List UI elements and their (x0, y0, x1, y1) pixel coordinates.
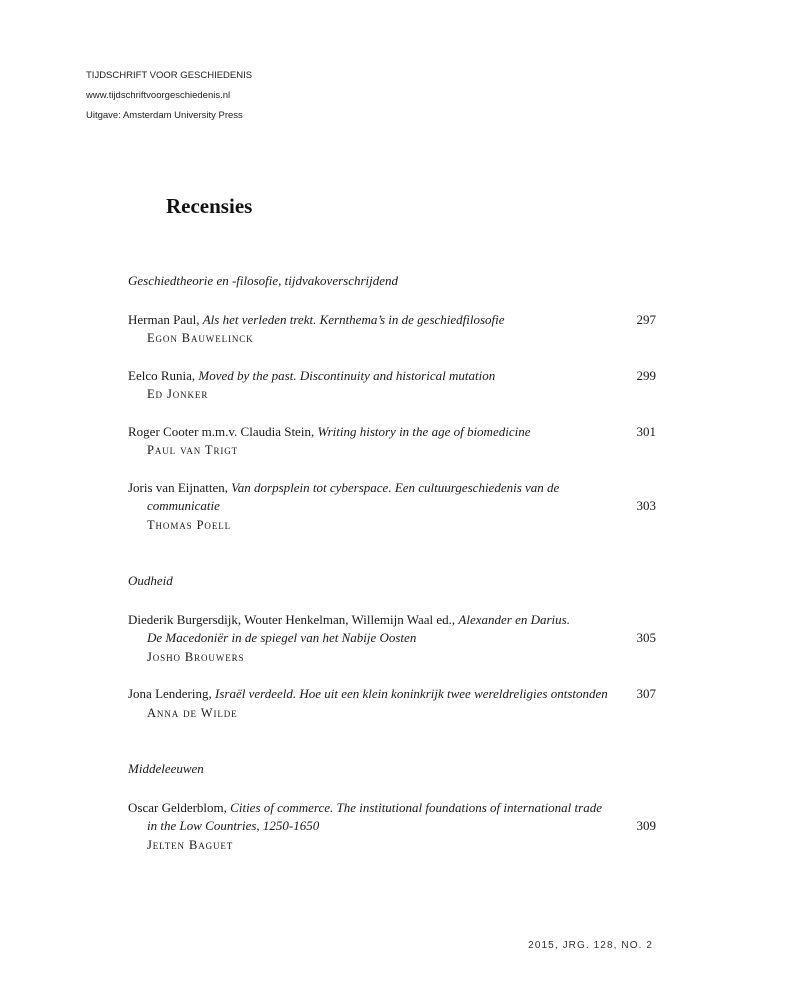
list-item (128, 423, 656, 460)
journal-publisher: Uitgave: Amsterdam University Press (86, 110, 243, 121)
entry-reviewer: Thomas Poell (147, 517, 232, 532)
journal-website[interactable]: www.tijdschriftvoorgeschiedenis.nl (86, 90, 231, 101)
entry-reviewer: Josho Brouwers (147, 649, 245, 664)
entry-author: Herman Paul, (128, 311, 203, 327)
entry-page-number: 307 (636, 686, 656, 701)
entry-page-number: 297 (636, 311, 656, 327)
section-heading: Middeleeuwen (128, 761, 204, 776)
entry-page-number: 309 (636, 818, 656, 833)
entry-page-number: 303 (636, 498, 656, 513)
section-heading: Geschiedtheorie en -filosofie, tijdvakoverschrijdend (128, 273, 399, 288)
entry-reviewer: Anna de Wilde (147, 705, 238, 720)
entry-book-title-continued: communicatie (147, 498, 220, 513)
page-title: Recensies (166, 194, 253, 218)
journal-name: TIJDSCHRIFT VOOR GESCHIEDENIS (86, 70, 253, 81)
entry-author: Diederik Burgersdijk, Wouter Henkelman, Willemijn Waal ed., (128, 611, 459, 627)
list-item (128, 367, 656, 404)
entry-book-title: Cities of commerce. The institutional foundations of international trade (230, 799, 602, 815)
entry-book-title: Writing history in the age of biomedicine (317, 423, 531, 439)
entry-page-number: 301 (636, 423, 656, 439)
list-item (128, 611, 656, 667)
entry-author: Jona Lendering, (128, 686, 216, 701)
entry-book-title: Als het verleden trekt. Kernthema’s in de geschiedfilosofie (202, 311, 505, 327)
entry-book-title: Van dorpsplein tot cyberspace. Een cultuurgeschiedenis van de (231, 479, 560, 495)
entry-author: Oscar Gelderblom, (128, 799, 231, 815)
journal-header (86, 66, 252, 126)
entry-author: Roger Cooter m.m.v. Claudia Stein, (128, 423, 318, 439)
list-item (128, 685, 656, 722)
entry-book-title-continued: in the Low Countries, 1250-1650 (147, 818, 320, 833)
entry-author: Joris van Eijnatten, (128, 479, 232, 495)
entry-author: Eelco Runia, (128, 367, 199, 383)
list-item (128, 311, 656, 348)
issue-footer: 2015, JRG. 128, NO. 2 (528, 940, 653, 951)
entry-book-title: Moved by the past. Discontinuity and historical mutation (198, 367, 496, 383)
entry-book-title: Alexander en Darius. (458, 611, 570, 627)
entry-reviewer: Jelten Baguet (147, 837, 234, 852)
entry-book-title-continued: De Macedoniër in de spiegel van het Nabije Oosten (147, 630, 417, 645)
entry-reviewer: Egon Bauwelinck (147, 331, 254, 345)
entry-page-number: 305 (636, 630, 656, 645)
section-heading: Oudheid (128, 573, 173, 588)
table-of-contents (128, 272, 656, 873)
entry-book-title: Israël verdeeld. Hoe uit een klein koninkrijk twee wereldreligies ontstonden (215, 686, 608, 701)
entry-reviewer: Paul van Trigt (147, 443, 239, 457)
list-item (128, 799, 656, 855)
list-item (128, 479, 656, 535)
entry-reviewer: Ed Jonker (147, 387, 209, 401)
entry-page-number: 299 (636, 367, 656, 383)
